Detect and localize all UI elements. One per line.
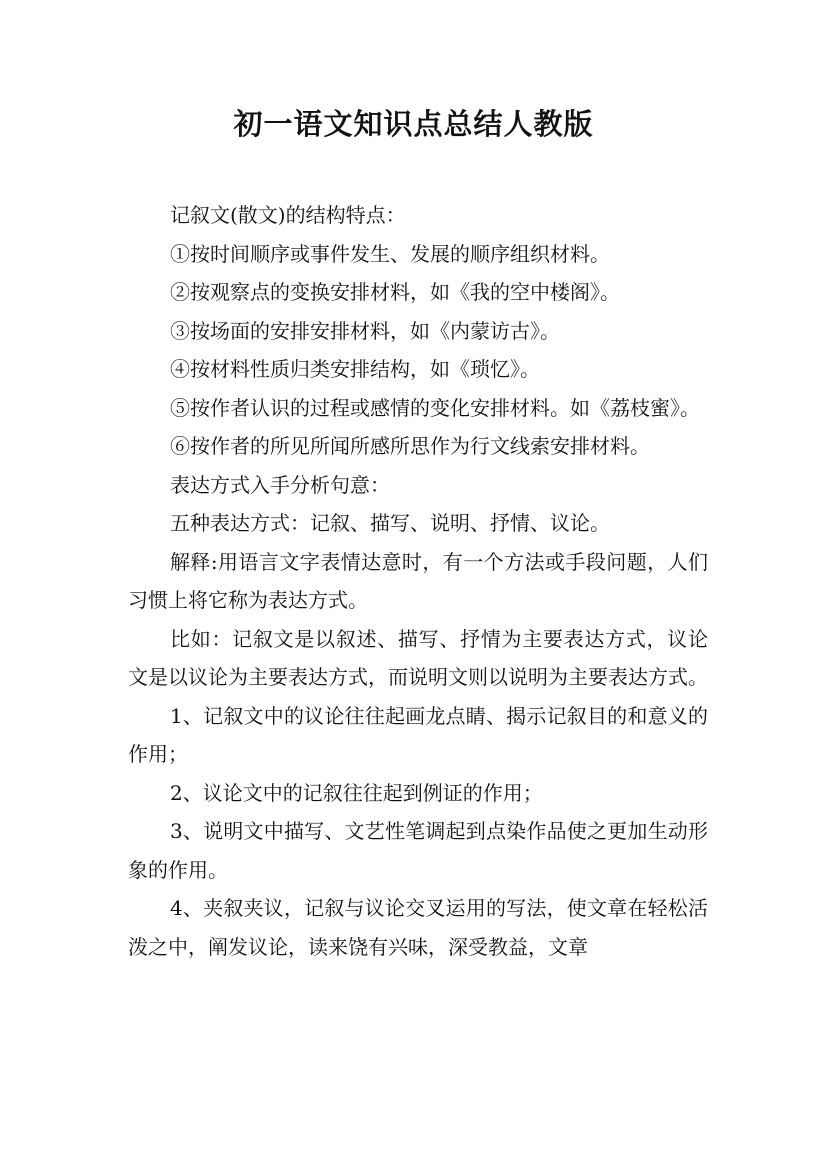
- paragraph-five-methods: 五种表达方式：记叙、描写、说明、抒情、议论。: [170, 511, 610, 535]
- paragraph-item-3: ③按场面的安排安排材料，如《内蒙访古》。: [170, 318, 560, 343]
- paragraph-item-4: ④按材料性质归类安排结构，如《琐忆》。: [170, 357, 540, 381]
- paragraph-item-6: ⑥按作者的所见所闻所感所思作为行文线索安排材料。: [170, 434, 650, 458]
- paragraph-structure-heading: 记叙文(散文)的结构特点：: [170, 203, 406, 227]
- paragraph-explanation: 解释:用语言文字表情达意时，有一个方法或手段问题，人们习惯上将它称为表达方式。: [128, 549, 708, 612]
- paragraph-expression-heading: 表达方式入手分析句意：: [170, 472, 390, 497]
- paragraph-point-4: 4、夹叙夹议，记叙与议论交叉运用的写法，使文章在轻松活泼之中，阐发议论，读来饶有兴味，深受教益，文章: [128, 896, 708, 959]
- paragraph-point-3: 3、说明文中描写、文艺性笔调起到点染作品使之更加生动形象的作用。: [128, 819, 708, 882]
- paragraph-item-5: ⑤按作者认识的过程或感情的变化安排材料。如《荔枝蜜》。: [170, 395, 700, 420]
- paragraph-point-1: 1、记叙文中的议论往往起画龙点睛、揭示记叙目的和意义的作用；: [128, 703, 708, 766]
- paragraph-item-1: ①按时间顺序或事件发生、发展的顺序组织材料。: [170, 241, 610, 266]
- document-title: 初一语文知识点总结人教版: [233, 107, 594, 141]
- paragraph-item-2: ②按观察点的变换安排材料，如《我的空中楼阁》。: [170, 280, 620, 304]
- paragraph-point-2: 2、议论文中的记叙往往起到例证的作用；: [170, 780, 543, 805]
- document-body: [128, 196, 708, 966]
- paragraph-example: 比如：记叙文是以叙述、描写、抒情为主要表达方式，议论文是以议论为主要表达方式，而说明文则以说明为主要表达方式。: [128, 626, 708, 689]
